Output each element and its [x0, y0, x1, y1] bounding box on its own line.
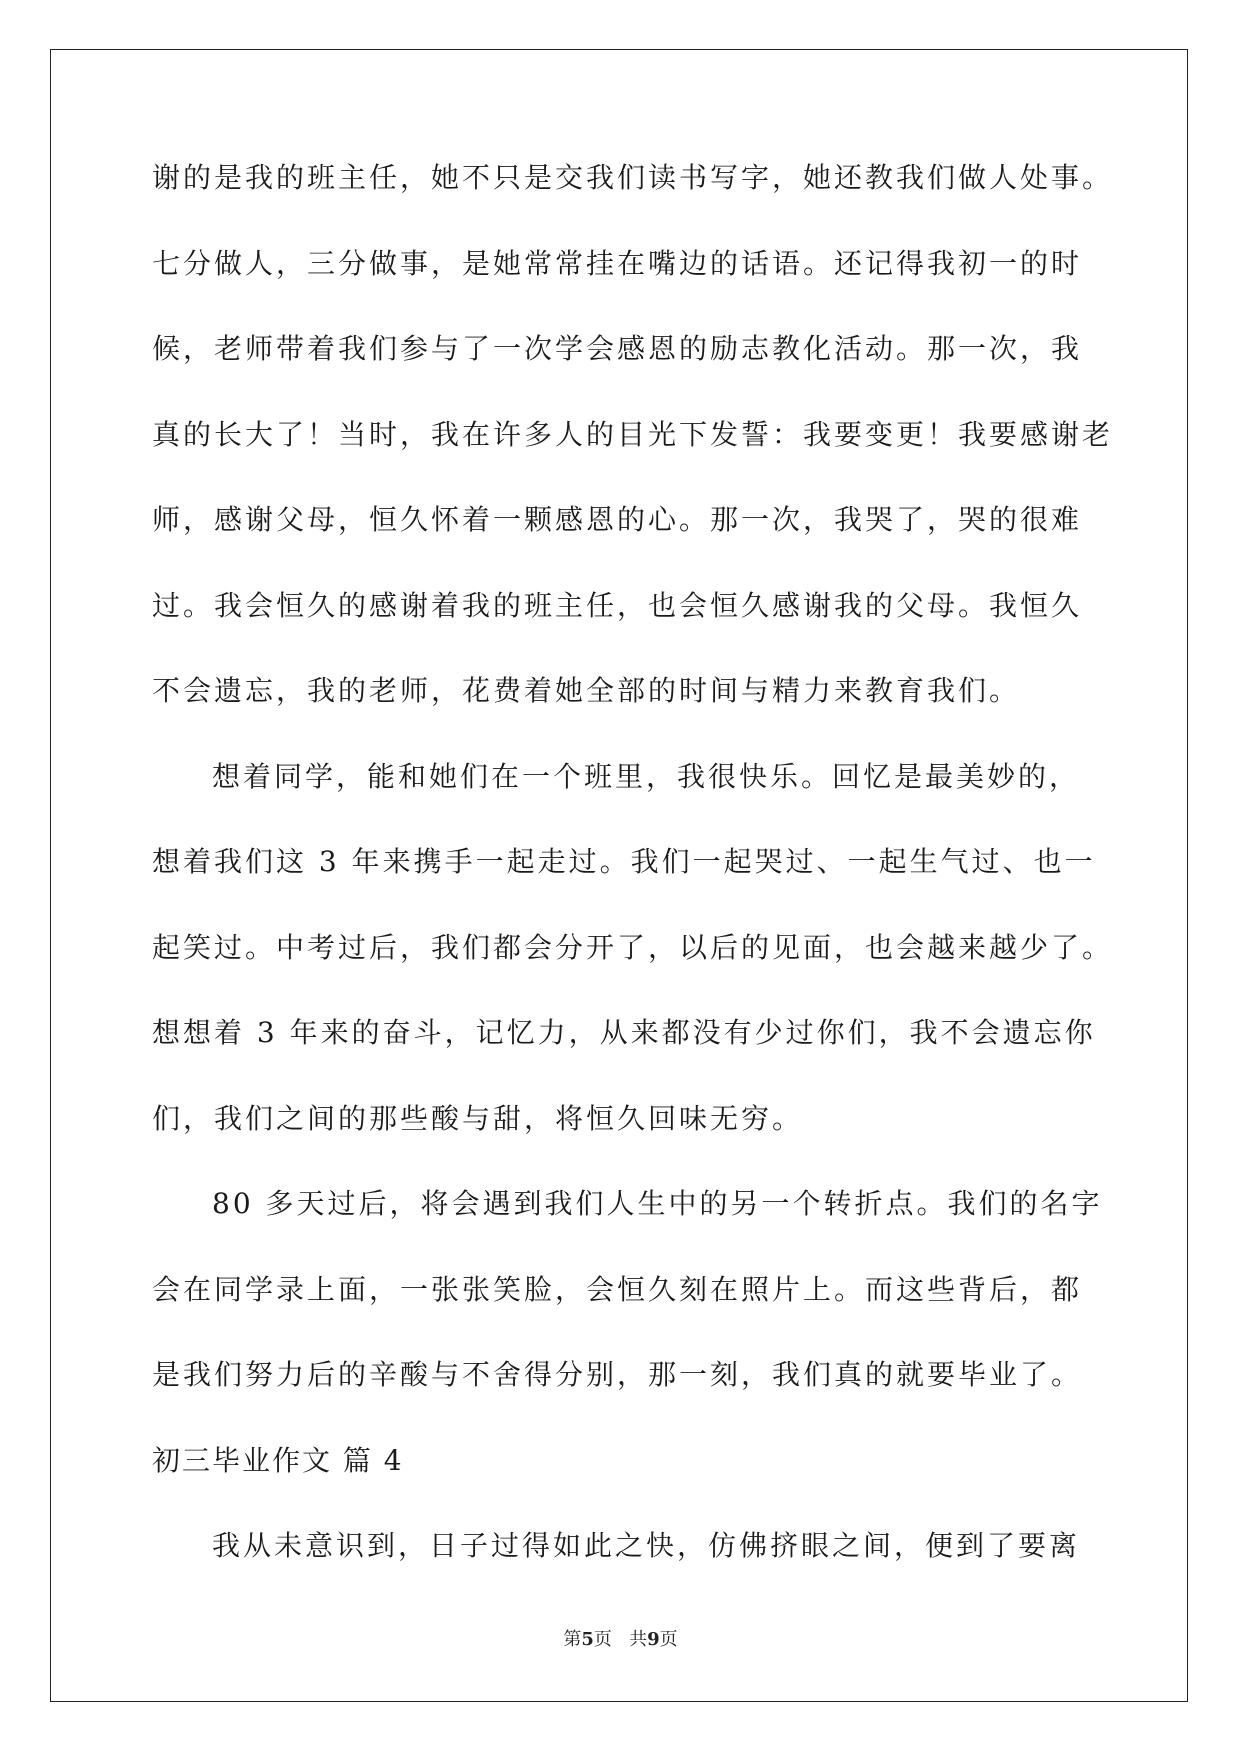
text-line: 起笑过。中考过后，我们都会分开了，以后的见面，也会越来越少了。	[152, 930, 1114, 964]
text-line: 是我们努力后的辛酸与不舍得分别，那一刻，我们真的就要毕业了。	[152, 1358, 1083, 1391]
text-line: 七分做人，三分做事，是她常常挂在嘴边的话语。还记得我初一的时	[152, 246, 1083, 280]
footer-total-prefix: 共	[629, 1629, 648, 1650]
current-page-number: 5	[581, 1629, 594, 1650]
text-line: 师，感谢父母，恒久怀着一颗感恩的心。那一次，我哭了，哭的很难	[152, 503, 1083, 536]
text-line: 过。我会恒久的感谢着我的班主任，也会恒久感谢我的父母。我恒久	[152, 588, 1083, 622]
footer-page-suffix: 页	[593, 1629, 612, 1650]
text-line: 谢的是我的班主任，她不只是交我们读书写字，她还教我们做人处事。	[152, 161, 1114, 194]
total-page-count: 9	[647, 1629, 660, 1650]
text-line: 真的长大了！当时，我在许多人的目光下发誓：我要变更！我要感谢老	[152, 417, 1114, 451]
document-body	[152, 160, 1114, 1614]
text-line: 们，我们之间的那些酸与甜，将恒久回味无穷。	[152, 1101, 804, 1135]
footer-total-suffix: 页	[659, 1629, 678, 1650]
text-line: 想着我们这 3 年来携手一起走过。我们一起哭过、一起生气过、也一	[152, 845, 1096, 878]
text-line: 不会遗忘，我的老师，花费着她全部的时间与精力来教育我们。	[152, 674, 1021, 707]
text-line: 想想着 3 年来的奋斗，记忆力，从来都没有少过你们，我不会遗忘你	[152, 1016, 1096, 1049]
text-line: 会在同学录上面，一张张笑脸，会恒久刻在照片上。而这些背后，都	[152, 1272, 1083, 1306]
paragraph-start-line: 想着同学，能和她们在一个班里，我很快乐。回忆是最美妙的，	[212, 759, 1081, 793]
footer-prefix: 第	[563, 1629, 582, 1650]
page-footer	[0, 1625, 1241, 1651]
paragraph-start-line: 我从未意识到，日子过得如此之快，仿佛挤眼之间，便到了要离	[212, 1529, 1081, 1562]
section-heading: 初三毕业作文 篇 4	[152, 1443, 404, 1477]
text-line: 候，老师带着我们参与了一次学会感恩的励志教化活动。那一次，我	[152, 332, 1083, 365]
paragraph-start-line: 80 多天过后，将会遇到我们人生中的另一个转折点。我们的名字	[212, 1187, 1103, 1220]
